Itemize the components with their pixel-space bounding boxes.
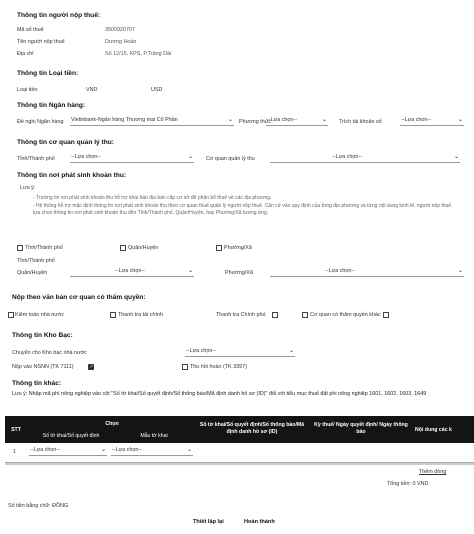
chevron-down-icon: ⌄ xyxy=(187,154,193,160)
refund-label: Thu hồi hoàn (TK 3397) xyxy=(190,364,247,370)
authority-doc-heading: Nộp theo văn bản cơ quan có thẩm quyền: xyxy=(12,294,146,301)
reset-button[interactable]: Thiết lập lại xyxy=(193,519,224,525)
chevron-down-icon: ⌄ xyxy=(288,348,294,354)
form-template-subheader: Mẫu tờ khai xyxy=(140,433,168,439)
currency-heading: Thông tin Loại tiền: xyxy=(17,70,79,77)
decl-id-column-header: Số tờ khai/Số quyết định/Số thông báo/Mã định danh hồ sơ (ID) xyxy=(199,422,305,435)
bank-heading: Thông tin Ngân hàng: xyxy=(17,102,86,109)
chevron-down-icon: ⌄ xyxy=(321,117,327,123)
bank-label: Đề nghị Ngân hàng xyxy=(17,119,64,125)
table-scrollbar[interactable] xyxy=(5,463,474,465)
chon-column-header: Chọn xyxy=(105,421,119,427)
chevron-down-icon: ⌄ xyxy=(457,117,463,123)
total-amount: Tổng tiền: 0 VND xyxy=(387,481,429,487)
ward-checkbox[interactable] xyxy=(216,245,222,251)
row-decl-select[interactable] xyxy=(29,447,107,456)
address-label: Địa chỉ xyxy=(17,51,34,57)
finance-inspection-label: Thanh tra tài chính xyxy=(118,312,163,318)
stt-column-header: STT xyxy=(11,427,21,433)
origin-district-label: Quận/Huyện xyxy=(17,270,48,276)
treasury-transfer-label: Chuyển cho Kho bạc nhà nước xyxy=(12,350,87,356)
authority-province-label: Tỉnh/Thành phố xyxy=(17,156,55,162)
district-checkbox[interactable] xyxy=(120,245,126,251)
other-authority-extra-checkbox[interactable] xyxy=(383,312,389,318)
authority-province-value: --Lựa chọn-- xyxy=(71,154,101,160)
other-authority-label: Cơ quan có thẩm quyền khác xyxy=(310,312,381,318)
agency-select[interactable] xyxy=(270,154,460,163)
complete-button[interactable]: Hoàn thành xyxy=(244,519,275,525)
amount-in-words: Số tiền bằng chữ: ĐỒNG xyxy=(8,503,69,509)
state-audit-checkbox[interactable] xyxy=(8,312,14,318)
district-checkbox-label: Quận/Huyện xyxy=(128,245,159,251)
add-row-link[interactable]: Thêm dòng xyxy=(419,469,447,475)
taxpayer-name-value: Dương Hoàn xyxy=(105,39,137,45)
treasury-heading: Thông tin Kho Bạc: xyxy=(12,332,73,339)
row-stt: 1 xyxy=(13,449,16,455)
content-column-header: Nội dung các k xyxy=(415,427,452,433)
method-label: Phương thức xyxy=(239,119,272,125)
province-checkbox[interactable] xyxy=(17,245,23,251)
address-value: Số 12/15, KPS, P.Trảng Dài xyxy=(105,51,172,57)
taxpayer-heading: Thông tin người nộp thuế: xyxy=(17,12,101,19)
origin-note-2: - Hệ thống hỗ trợ mặc định thông tin nơi phát sinh khoản thu theo cơ quan thuế quản lý người nộp thuế. Căn cứ vào quy định của từng địa phương và từng nội dung kinh tế, người nộp thuế lựa chọn thông tin nơi phát sinh khoản thu đến Tỉnh/Thành phố, Quận/Huyện, hay Phường/Xã tương ứng. xyxy=(33,203,452,216)
tax-code-label: Mã số thuế xyxy=(17,27,44,33)
tax-code-value: 3500920707 xyxy=(105,27,135,33)
nsnn-checkbox[interactable] xyxy=(88,364,94,370)
govt-inspection-checkbox[interactable] xyxy=(272,312,278,318)
bank-select[interactable] xyxy=(70,117,234,126)
chevron-down-icon: ⌄ xyxy=(457,268,463,274)
method-select[interactable] xyxy=(266,117,328,126)
origin-heading: Thông tin nơi phát sinh khoản thu: xyxy=(17,172,127,179)
chevron-down-icon: ⌄ xyxy=(100,447,106,453)
period-column-header: Kỳ thuế/ Ngày quyết định/ Ngày thông báo xyxy=(314,422,408,435)
refund-checkbox[interactable] xyxy=(182,364,188,370)
declaration-table-header xyxy=(5,416,474,443)
row-template-value: --Lựa chọn-- xyxy=(112,447,142,453)
finance-inspection-checkbox[interactable] xyxy=(110,312,116,318)
table-row xyxy=(5,443,474,463)
currency-label: Loại tiền xyxy=(17,87,38,93)
other-authority-checkbox[interactable] xyxy=(302,312,308,318)
origin-district-value: --Lựa chọn-- xyxy=(115,268,145,274)
state-audit-label: Kiểm toán nhà nước xyxy=(15,312,65,318)
origin-district-select[interactable] xyxy=(70,268,194,277)
chevron-down-icon: ⌄ xyxy=(227,117,233,123)
row-template-select[interactable] xyxy=(111,447,193,456)
taxpayer-name-label: Tên người nộp thuế xyxy=(17,39,65,45)
currency-option-vnd[interactable]: VND xyxy=(86,87,98,93)
origin-province-label: Tỉnh/Thành phố xyxy=(17,258,55,264)
other-note: Lưu ý: Nhập mã phí nông nghiệp vào cột "Số tờ khai/Số quyết định/Số thông báo/Mã định danh hồ sơ (ID)" đối với tiểu mục thuế đất phi nông nghiệp 1601, 1602, 1603, 1649 xyxy=(12,391,427,397)
authority-heading: Thông tin cơ quan quản lý thu: xyxy=(17,139,114,146)
decl-number-subheader: Số tờ khai/Số quyết định xyxy=(42,433,100,439)
method-select-value: --Lựa chọn-- xyxy=(267,117,297,123)
currency-option-usd[interactable]: USD xyxy=(151,87,163,93)
origin-ward-label: Phường/Xã xyxy=(225,270,253,276)
province-checkbox-label: Tỉnh/Thành phố xyxy=(25,245,63,251)
agency-select-value: --Lựa chọn-- xyxy=(332,154,362,160)
origin-ward-select[interactable] xyxy=(270,268,464,277)
chevron-down-icon: ⌄ xyxy=(186,447,192,453)
ward-checkbox-label: Phường/Xã xyxy=(224,245,252,251)
chevron-down-icon: ⌄ xyxy=(453,154,459,160)
bank-select-value: Vietinbank-Ngân hàng Thương mại Cổ Phần xyxy=(71,117,178,123)
origin-note-title: Lưu ý: xyxy=(20,185,36,191)
other-heading: Thông tin khác: xyxy=(12,380,62,387)
origin-ward-value: --Lựa chọn-- xyxy=(325,268,355,274)
govt-inspection-label: Thanh tra Chính phủ xyxy=(216,312,266,318)
agency-label: Cơ quan quản lý thu xyxy=(206,156,255,162)
row-decl-value: --Lựa chọn-- xyxy=(30,447,60,453)
authority-province-select[interactable] xyxy=(70,154,194,163)
treasury-transfer-value: --Lựa chọn-- xyxy=(186,348,216,354)
chevron-down-icon: ⌄ xyxy=(187,268,193,274)
treasury-transfer-select[interactable] xyxy=(185,348,295,357)
nsnn-label: Nộp vào NSNN (TK 7111) xyxy=(12,364,74,370)
origin-note-1: - Trường tin nơi phát sinh khoản thu hỗ trợ khai báo địa bàn cấp cơ sở để phân bổ thuế về các địa phương. xyxy=(33,195,272,201)
account-select-value: --Lựa chọn-- xyxy=(401,117,431,123)
account-select[interactable] xyxy=(400,117,464,126)
account-label: Trích tài khoản số xyxy=(339,119,382,125)
